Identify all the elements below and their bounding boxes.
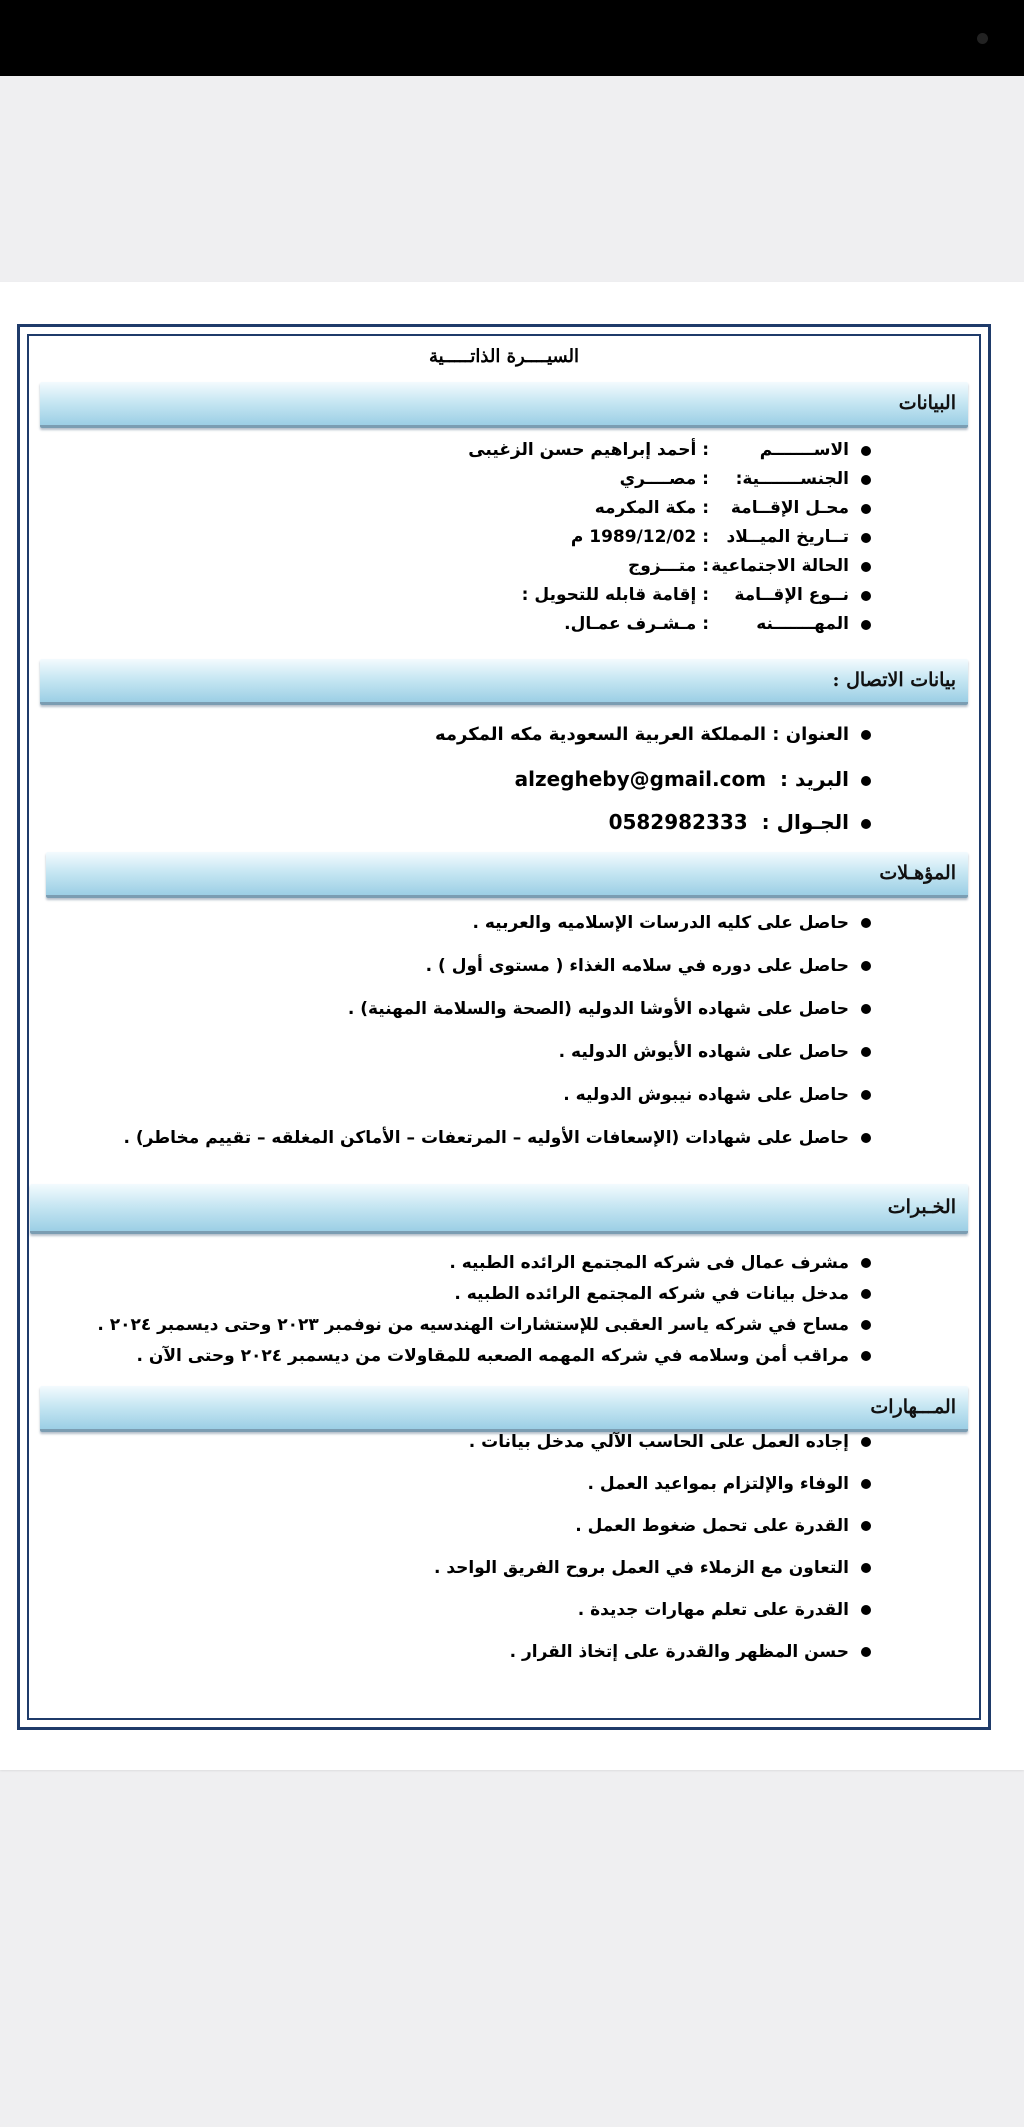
qualification-item: حاصل على كليه الدرسات الإسلاميه والعربيه . (473, 913, 872, 933)
bullet-icon (861, 1479, 871, 1489)
personal-row-name: الاســـــــم: أحمد إبراهيم حسن الزغيبى (468, 440, 871, 460)
section-header-personal (40, 382, 968, 428)
email-link[interactable]: alzegheby@gmail.com (514, 767, 767, 791)
personal-info-list (171, 440, 871, 645)
bullet-icon (861, 504, 871, 514)
personal-row-residence: محـل الإقــامة: مكة المكرمه (595, 498, 871, 518)
bullet-icon (861, 591, 871, 601)
bullet-icon (861, 1437, 871, 1447)
bullet-icon (861, 1090, 871, 1100)
skills-list (91, 1432, 871, 1662)
bullet-icon (861, 918, 871, 928)
section-header-experience (30, 1184, 968, 1234)
skill-item: الوفاء والإلتزام بمواعيد العمل . (588, 1474, 871, 1494)
section-heading: بيانات الاتصال : (832, 669, 956, 691)
skill-item: إجاده العمل على الحاسب الآلي مدخل بيانات . (469, 1432, 871, 1452)
bullet-icon (861, 1047, 871, 1057)
experience-item: مشرف عمال فى شركه المجتمع الرائده الطبيه . (449, 1253, 871, 1273)
camera-dot-icon (977, 33, 988, 44)
skill-item: القدرة على تعلم مهارات جديدة . (578, 1600, 871, 1620)
section-heading: المؤهـلات (879, 862, 956, 884)
section-heading: البيانات (898, 392, 956, 414)
personal-row-nationality: الجنســـــــية:: مصــــري (620, 469, 871, 489)
bullet-icon (861, 562, 871, 572)
bullet-icon (861, 819, 871, 829)
bullet-icon (861, 1133, 871, 1143)
personal-row-birthdate: تــاريخ الميــلاد: 1989/12/02 م (571, 527, 871, 547)
document-page (0, 282, 1024, 1770)
bullet-icon (861, 776, 871, 786)
bullet-icon (861, 1320, 871, 1330)
experience-list (11, 1253, 871, 1373)
qualification-item: حاصل على شهاده الأيوش الدوليه . (559, 1042, 871, 1062)
personal-row-residency-type: نــوع الإقــامة: إقامة قابله للتحويل : (522, 585, 871, 605)
skill-item: حسن المظهر والقدرة على إتخاذ القرار . (510, 1642, 871, 1662)
bullet-icon (861, 1289, 871, 1299)
phone-number[interactable]: 0582982333 (608, 810, 748, 834)
bullet-icon (861, 475, 871, 485)
skill-item: التعاون مع الزملاء في العمل بروح الفريق الواحد . (434, 1558, 871, 1578)
personal-row-profession: المهـــــــنه: مـشـرف عمـال. (564, 614, 871, 634)
qualification-item: حاصل على دوره في سلامه الغذاء ( مستوى أول ) . (426, 956, 871, 976)
section-heading: المـــهارات (870, 1396, 956, 1418)
qualifications-list (91, 913, 871, 1153)
contact-address: العنوان : المملكة العربية السعودية مكه المكرمه (435, 724, 871, 745)
bullet-icon (861, 1605, 871, 1615)
personal-row-marital: الحالة الاجتماعية: متـــزوج (628, 556, 871, 576)
qualification-item: حاصل على شهاده الأوشا الدوليه (الصحة والسلامة المهنية) . (348, 999, 871, 1019)
section-header-qualifications (46, 852, 968, 898)
bullet-icon (861, 620, 871, 630)
experience-item: مدخل بيانات في شركه المجتمع الرائده الطبيه . (454, 1284, 871, 1304)
experience-item: مساح في شركه ياسر العقبى للإستشارات الهندسيه من نوفمبر ٢٠٢٣ وحتى ديسمبر ٢٠٢٤ . (97, 1315, 871, 1335)
section-header-contact (40, 659, 968, 705)
bullet-icon (861, 1004, 871, 1014)
section-heading: الخـبرات (887, 1196, 956, 1218)
bullet-icon (861, 1351, 871, 1361)
bullet-icon (861, 446, 871, 456)
section-header-skills (40, 1386, 968, 1432)
status-bar (0, 0, 1024, 76)
bullet-icon (861, 1521, 871, 1531)
page-inner-border (27, 334, 981, 1720)
contact-list (171, 724, 871, 844)
page-border (17, 324, 991, 1730)
qualification-item: حاصل على شهادات (الإسعافات الأوليه – المرتعفات – الأماكن المغلقه – تقييم مخاطر) . (123, 1128, 871, 1148)
document-title: السيــــرة الذاتـــــية (428, 346, 580, 367)
bullet-icon (861, 730, 871, 740)
bullet-icon (861, 1647, 871, 1657)
bullet-icon (861, 1563, 871, 1573)
skill-item: القدرة على تحمل ضغوط العمل . (575, 1516, 871, 1536)
bullet-icon (861, 961, 871, 971)
contact-phone: الجـوال : 0582982333 (609, 810, 871, 834)
bullet-icon (861, 1258, 871, 1268)
contact-email: البريد : alzegheby@gmail.com (515, 767, 871, 791)
bullet-icon (861, 533, 871, 543)
experience-item: مراقب أمن وسلامه في شركه المهمه الصعبه للمقاولات من ديسمبر ٢٠٢٤ وحتى الآن . (136, 1346, 871, 1366)
qualification-item: حاصل على شهاده نيبوش الدوليه . (563, 1085, 871, 1105)
